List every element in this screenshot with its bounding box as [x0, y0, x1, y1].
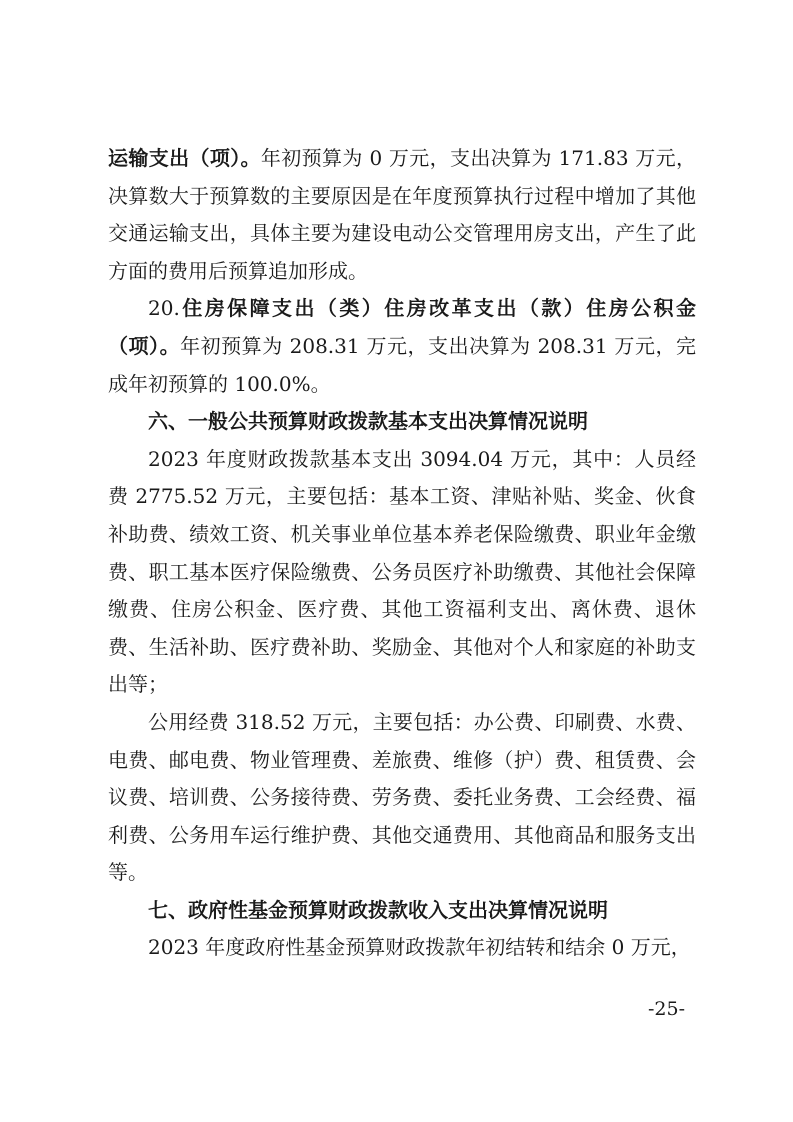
paragraph-housing [108, 290, 696, 403]
page-number: -25- [648, 998, 686, 1020]
paragraph-transport [108, 140, 696, 290]
paragraph-public-expenses: 公用经费 318.52 万元，主要包括：办公费、印刷费、水费、电费、邮电费、物业管理费、差旅费、维修（护）费、租赁费、会议费、培训费、公务接待费、劳务费、委托业务费、工会经费、福利费、公务用车运行维护费、其他交通费用、其他商品和服务支出等。 [108, 709, 696, 885]
document-body [108, 140, 696, 967]
item-number: 20. [148, 296, 180, 321]
item-title: 运输支出（项）。 [108, 146, 261, 170]
section-heading-6: 六、一般公共预算财政拨款基本支出决算情况说明 [148, 409, 588, 434]
item-text: 年初预算为 0 万元，支出决算为 171.83 万元，决算数大于预算数的主要原因是在年度预算执行过程中增加了其他交通运输支出，具体主要为建设电动公交管理用房支出，产生了此方面的费用后预算追加形成。 [108, 146, 696, 283]
paragraph-basic-expenditure: 2023 年度财政拨款基本支出 3094.04 万元，其中：人员经费 2775.52 万元，主要包括：基本工资、津贴补贴、奖金、伙食补助费、绩效工资、机关事业单位基本养老保险缴费、职业年金缴费、职工基本医疗保险缴费、公务员医疗补助缴费、其他社会保障缴费、住房公积金、医疗费、其他工资福利支出、离休费、退休费、生活补助、医疗费补助、奖励金、其他对个人和家庭的补助支出等； [108, 446, 696, 697]
item-text: 年初预算为 208.31 万元，支出决算为 208.31 万元，完成年初预算的 100.0%。 [108, 333, 697, 396]
section-heading-7: 七、政府性基金预算财政拨款收入支出决算情况说明 [148, 897, 608, 922]
item-title: 住房保障支出（类）住房改革支出（款）住房公积金（项）。 [108, 296, 696, 358]
paragraph-government-fund: 2023 年度政府性基金预算财政拨款年初结转和结余 0 万元， [148, 935, 691, 960]
